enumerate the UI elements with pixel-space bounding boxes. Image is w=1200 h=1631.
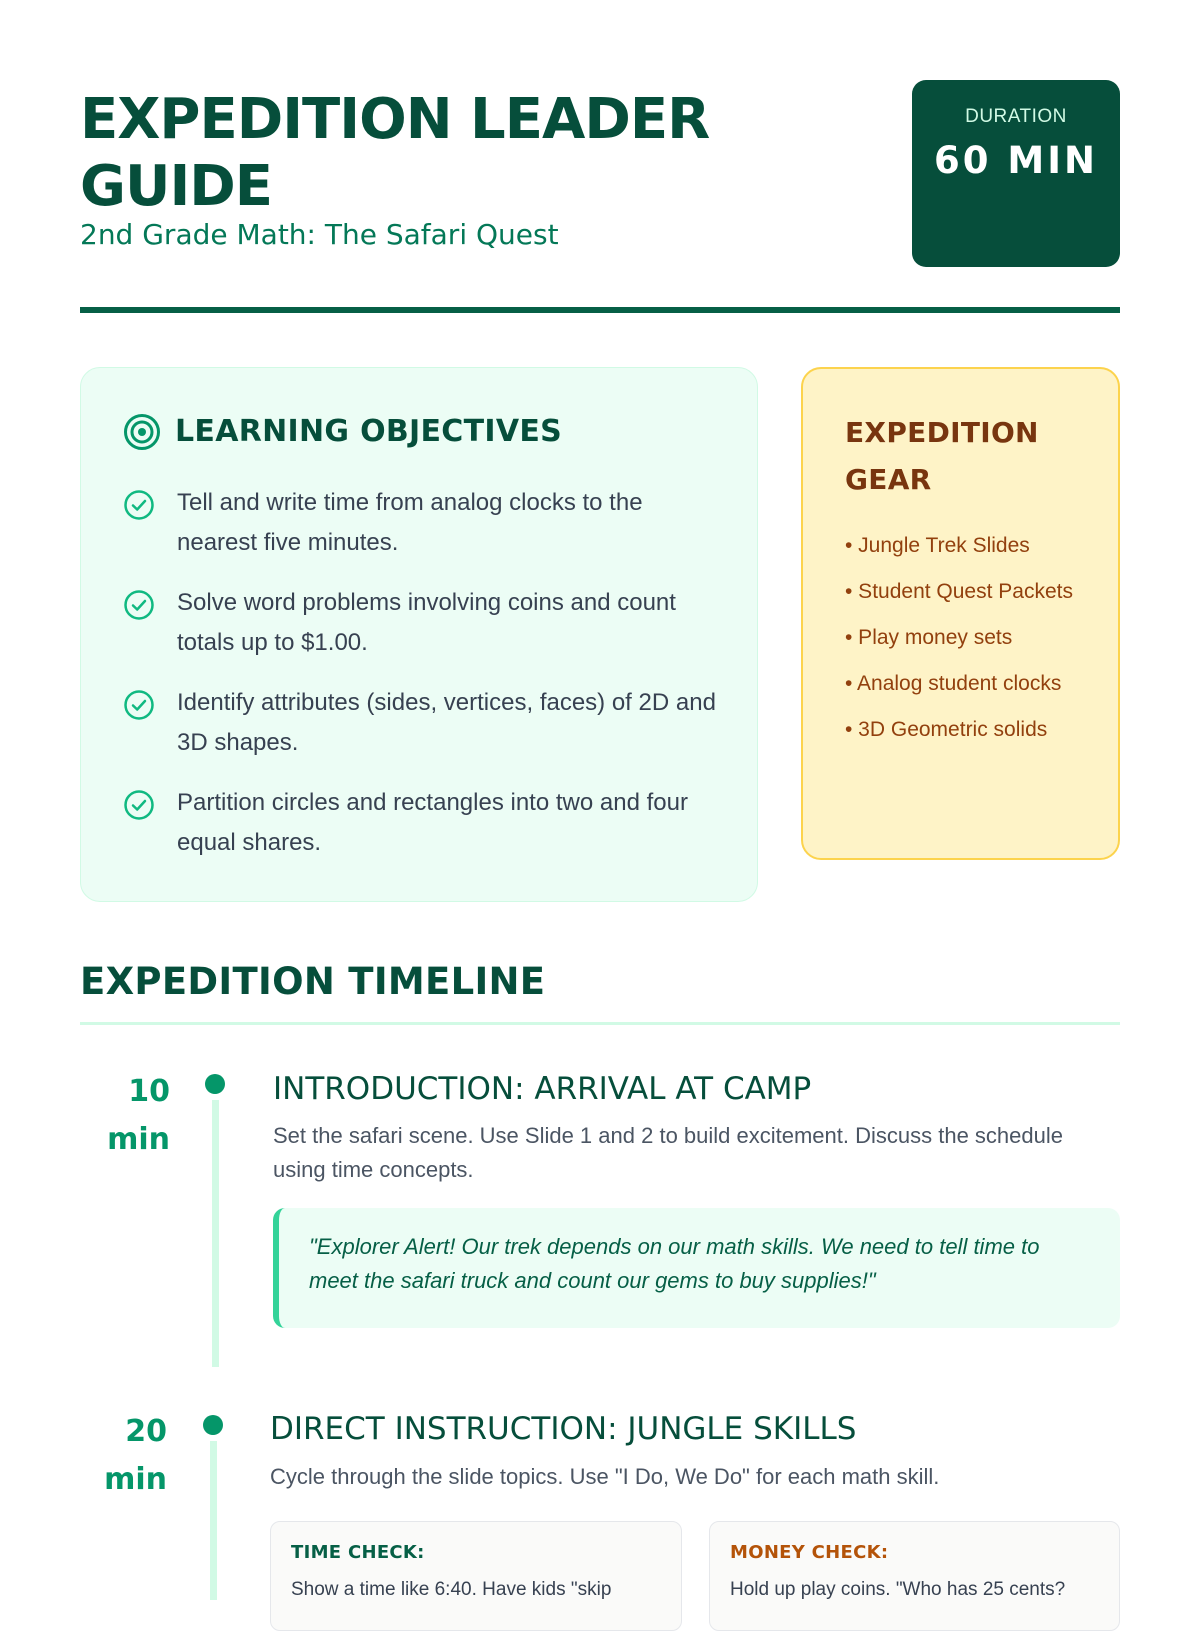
objective-item <box>123 483 723 583</box>
check-circle-icon <box>123 789 155 821</box>
check-circle-icon <box>123 589 155 621</box>
page-title: EXPEDITION LEADER GUIDE <box>80 87 710 219</box>
gear-item: • Play money sets <box>845 626 1013 649</box>
gear-list <box>845 529 1105 759</box>
lesson-guide-page <box>80 0 1120 1600</box>
timeline-line <box>210 1441 217 1600</box>
target-icon <box>123 413 161 451</box>
money-check-text: Hold up play coins. "Who has 25 cents? <box>730 1579 1066 1600</box>
duration-label: DURATION <box>965 106 1067 127</box>
objective-item <box>123 583 723 683</box>
objective-text: Partition circles and rectangles into two and four equal shares. <box>177 789 688 856</box>
objectives-heading <box>123 413 562 451</box>
objective-item <box>123 783 723 883</box>
timeline-dot <box>205 1074 225 1094</box>
timeline-divider <box>80 1022 1120 1025</box>
objective-text: Identify attributes (sides, vertices, faces) of 2D and 3D shapes. <box>177 689 716 756</box>
phase-description: Set the safari scene. Use Slide 1 and 2 to build excitement. Discuss the schedule using time concepts. <box>273 1123 1063 1182</box>
phase-title: INTRODUCTION: ARRIVAL AT CAMP <box>273 1071 812 1107</box>
objective-text: Solve word problems involving coins and count totals up to $1.00. <box>177 589 676 656</box>
money-check-card <box>709 1521 1120 1631</box>
time-check-text: Show a time like 6:40. Have kids "skip <box>291 1579 612 1600</box>
gear-item: • Student Quest Packets <box>845 580 1073 603</box>
quote-text: "Explorer Alert! Our trek depends on our math skills. We need to tell time to meet the safari truck and count our gems to buy supplies!" <box>309 1234 1040 1293</box>
gear-title: EXPEDITION GEAR <box>845 416 1039 496</box>
objective-text: Tell and write time from analog clocks to the nearest five minutes. <box>177 489 643 556</box>
time-check-card <box>270 1521 682 1631</box>
timeline-title: EXPEDITION TIMELINE <box>80 960 546 1003</box>
learning-objectives-card <box>80 367 758 902</box>
duration-value: 60 MIN <box>934 139 1098 182</box>
gear-item: • Jungle Trek Slides <box>845 534 1030 557</box>
money-check-label: MONEY CHECK: <box>730 1542 889 1563</box>
page-subtitle: 2nd Grade Math: The Safari Quest <box>80 218 559 251</box>
header-divider <box>80 307 1120 313</box>
objectives-list <box>123 483 723 883</box>
timeline-line <box>212 1100 219 1367</box>
phase-duration: 20 min <box>104 1414 167 1497</box>
gear-item: • 3D Geometric solids <box>845 718 1048 741</box>
expedition-gear-card <box>801 367 1120 860</box>
gear-item: • Analog student clocks <box>845 672 1062 695</box>
check-circle-icon <box>123 489 155 521</box>
check-circle-icon <box>123 689 155 721</box>
objectives-title: LEARNING OBJECTIVES <box>175 414 563 449</box>
duration-badge <box>912 80 1120 267</box>
phase-description: Cycle through the slide topics. Use "I Do, We Do" for each math skill. <box>270 1464 940 1489</box>
objective-item <box>123 683 723 783</box>
phase-duration: 10 min <box>107 1074 170 1157</box>
phase-title: DIRECT INSTRUCTION: JUNGLE SKILLS <box>270 1411 857 1447</box>
time-check-label: TIME CHECK: <box>291 1542 425 1563</box>
timeline-dot <box>203 1415 223 1435</box>
guide-header <box>80 80 1120 268</box>
quote-callout <box>273 1208 1120 1328</box>
